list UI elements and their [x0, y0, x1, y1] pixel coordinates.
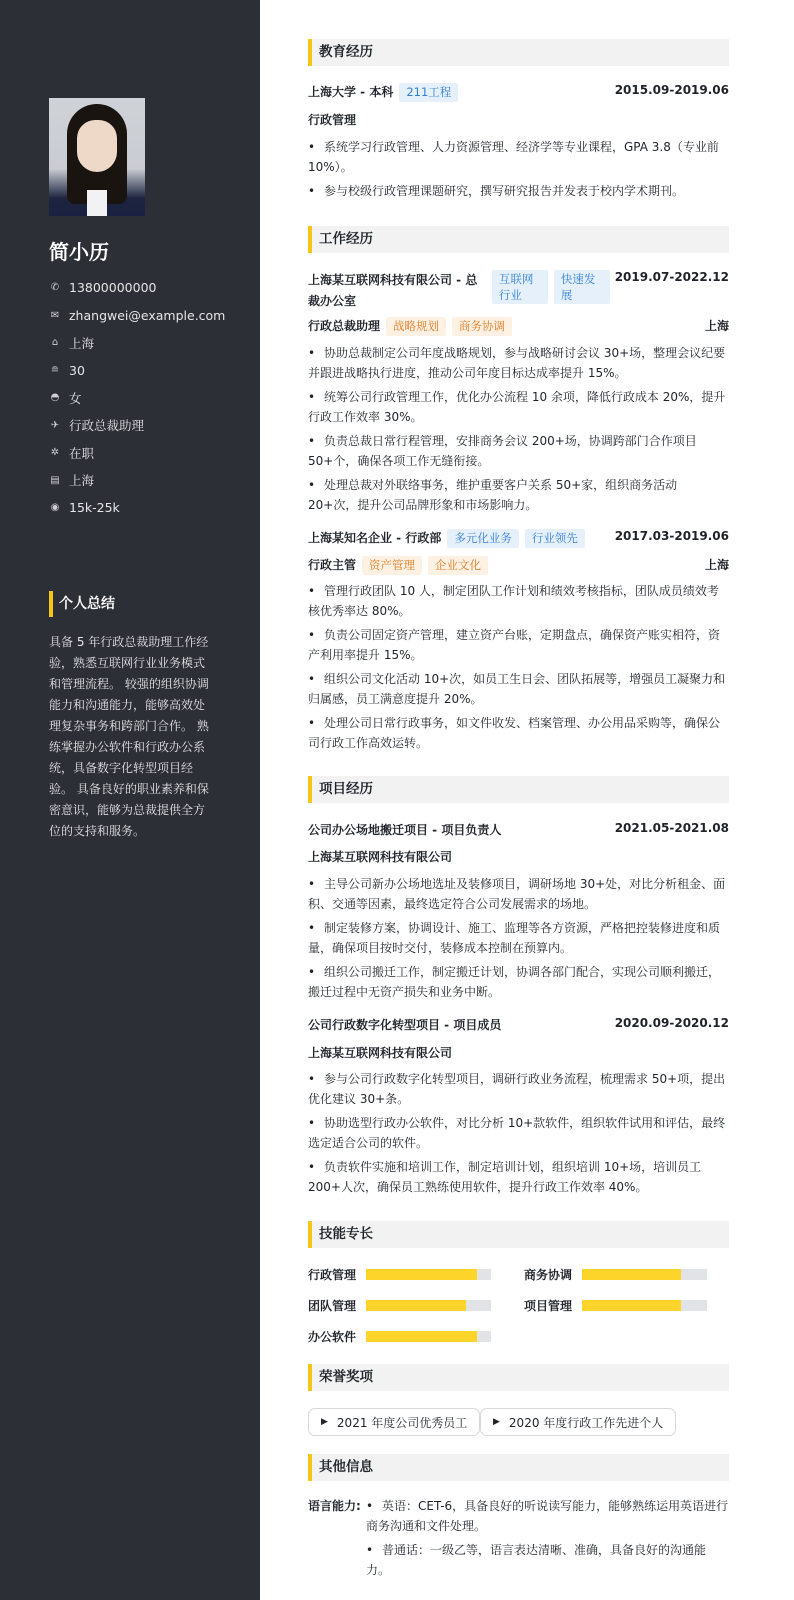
summary-text: 具备 5 年行政总裁助理工作经验，熟悉互联网行业业务模式和管理流程。 较强的组织协调能力和沟通能力，能够高效处理复杂事务和跨部门合作。 熟练掌握办公软件和行政办公系统，具备数字化转型项目经验。 具备良好的职业素养和保密意识，能够为总裁提供全方位的支持和服务。	[49, 635, 209, 838]
project-header	[308, 821, 729, 838]
info-city: ▤ 上海	[50, 473, 95, 489]
skill-bar	[582, 1300, 707, 1311]
status-icon: ✲	[50, 447, 60, 459]
job-date: 2019.07-2022.12	[614, 270, 729, 284]
position-icon: ✈	[50, 419, 60, 431]
phone-icon: ✆	[50, 282, 60, 294]
info-position: ✈ 行政总裁助理	[50, 418, 145, 434]
list-item: • 负责总裁日常行程管理，安排商务会议 200+场，协调跨部门合作项目 50+个，确保各项工作无缝衔接。	[308, 431, 729, 471]
project-company: 上海某互联网科技有限公司	[308, 850, 453, 864]
section-education-heading: 教育经历	[308, 39, 729, 66]
mail-icon: ✉	[50, 309, 60, 321]
summary-heading: 个人总结	[49, 591, 115, 617]
list-item: • 管理行政团队 10 人，制定团队工作计划和绩效考核指标，团队成员绩效考核优秀率达 80%。	[308, 581, 729, 621]
award-item: ▶ 2021 年度公司优秀员工	[308, 1408, 480, 1436]
section-projects-heading: 项目经历	[308, 776, 729, 803]
job-city: 上海	[704, 319, 729, 333]
job-bullets	[308, 581, 729, 757]
home-icon: ⌂	[51, 337, 59, 349]
company-tag: 互联网行业	[492, 270, 548, 304]
avatar-photo	[49, 98, 145, 216]
project-date: 2020.09-2020.12	[614, 1016, 729, 1030]
info-phone: ✆ 13800000000	[50, 280, 157, 296]
job-role-row	[308, 317, 729, 336]
city-icon: ▤	[50, 474, 60, 486]
list-item: • 参与公司行政数字化转型项目，调研行政业务流程，梳理需求 50+项，提出优化建议 30+条。	[308, 1069, 729, 1109]
company-tag: 快速发展	[554, 270, 610, 304]
job-bullets	[308, 343, 729, 519]
section-work-heading: 工作经历	[308, 226, 729, 253]
skill-item: 商务协调	[524, 1266, 707, 1283]
skill-item: 办公软件	[308, 1328, 491, 1345]
salary-icon: ◉	[50, 502, 60, 514]
skill-bar	[366, 1300, 491, 1311]
job-header	[308, 270, 729, 312]
skill-item: 行政管理	[308, 1266, 491, 1283]
skill-item: 团队管理	[308, 1297, 491, 1314]
list-item: • 负责公司固定资产管理，建立资产台账，定期盘点，确保资产账实相符，资产利用率提升 15%。	[308, 625, 729, 665]
skill-item: 项目管理	[524, 1297, 707, 1314]
language-label: 语言能力:	[308, 1499, 361, 1513]
project-date: 2021.05-2021.08	[614, 821, 729, 835]
company-name: 上海某互联网科技有限公司 - 总裁办公室	[308, 273, 478, 308]
role-tag: 商务协调	[452, 317, 512, 336]
section-awards-heading: 荣誉奖项	[308, 1364, 729, 1391]
list-item: • 制定装修方案，协调设计、施工、监理等各方资源，严格把控装修进度和质量，确保项目按时交付，装修成本控制在预算内。	[308, 918, 729, 958]
info-gender: ◓ 女	[50, 390, 82, 406]
skill-bar	[582, 1269, 707, 1280]
info-status: ✲ 在职	[50, 445, 95, 461]
role-tag: 企业文化	[428, 556, 488, 575]
gender-icon: ◓	[50, 392, 60, 404]
company-name: 上海某知名企业 - 行政部	[308, 531, 442, 545]
list-item: • 组织公司搬迁工作，制定搬迁计划，协调各部门配合，实现公司顺利搬迁，搬迁过程中无资产损失和业务中断。	[308, 962, 729, 1002]
list-item: • 主导公司新办公场地选址及装修项目，调研场地 30+处，对比分析租金、面积、交通等因素，最终选定符合公司发展需求的场地。	[308, 874, 729, 914]
role-tag: 资产管理	[362, 556, 422, 575]
list-item: • 普通话：一级乙等，语言表达清晰、准确，具备良好的沟通能力。	[366, 1543, 707, 1577]
project-name: 公司办公场地搬迁项目 - 项目负责人	[308, 823, 502, 837]
sidebar	[0, 0, 260, 1600]
triangle-icon: ▶	[321, 1417, 328, 1427]
list-item: • 协助总裁制定公司年度战略规划，参与战略研讨会议 30+场，整理会议纪要并跟进战略执行进度，推动公司年度目标达成率提升 15%。	[308, 343, 729, 383]
company-tag: 行业领先	[525, 529, 585, 548]
triangle-icon: ▶	[493, 1417, 500, 1427]
info-location: ⌂ 上海	[49, 329, 225, 357]
list-item: • 英语：CET-6，具备良好的听说读写能力，能够熟练运用英语进行商务沟通和文件处理。	[366, 1499, 729, 1533]
project-bullets	[308, 874, 729, 1006]
project-bullets	[308, 1069, 729, 1201]
project-header	[308, 1016, 729, 1033]
role-tag: 战略规划	[386, 317, 446, 336]
candidate-name: 简小历	[49, 240, 109, 264]
section-other-heading: 其他信息	[308, 1454, 729, 1481]
job-role: 行政主管	[308, 558, 357, 572]
school-tag: 211工程	[399, 83, 458, 102]
language-bullets	[366, 1496, 729, 1580]
job-date: 2017.03-2019.06	[614, 529, 729, 543]
age-icon: ≘	[50, 364, 60, 376]
project-company: 上海某互联网科技有限公司	[308, 1046, 453, 1060]
list-item: • 协助选型行政办公软件，对比分析 10+款软件，组织软件试用和评估，最终选定适合公司的软件。	[308, 1113, 729, 1153]
list-item: • 系统学习行政管理、人力资源管理、经济学等专业课程，GPA 3.8（专业前 10%）。	[308, 137, 729, 177]
award-item: ▶ 2020 年度行政工作先进个人	[480, 1408, 676, 1436]
list-item: • 统筹公司行政管理工作，优化办公流程 10 余项，降低行政成本 20%，提升行政工作效率 30%。	[308, 387, 729, 427]
school-name: 上海大学 - 本科	[308, 85, 394, 99]
skill-bar	[366, 1331, 491, 1342]
education-header	[308, 83, 729, 102]
info-age: ≘ 30	[50, 362, 85, 378]
list-item: • 负责软件实施和培训工作，制定培训计划，组织培训 10+场，培训员工 200+人次，确保员工熟练使用软件，提升行政工作效率 40%。	[308, 1157, 729, 1197]
major: 行政管理	[308, 113, 357, 127]
list-item: • 处理公司日常行政事务，如文件收发、档案管理、办公用品采购等，确保公司行政工作高效运转。	[308, 713, 729, 753]
education-bullets	[308, 137, 729, 205]
skill-bar	[366, 1269, 491, 1280]
section-skills-heading: 技能专长	[308, 1221, 729, 1248]
job-header	[308, 529, 729, 548]
job-role: 行政总裁助理	[308, 319, 381, 333]
job-city: 上海	[704, 558, 729, 572]
list-item: • 组织公司文化活动 10+次，如员工生日会、团队拓展等，增强员工凝聚力和归属感，员工满意度提升 20%。	[308, 669, 729, 709]
job-role-row	[308, 556, 729, 575]
list-item: • 参与校级行政管理课题研究，撰写研究报告并发表于校内学术期刊。	[308, 181, 729, 201]
project-name: 公司行政数字化转型项目 - 项目成员	[308, 1018, 502, 1032]
info-salary: ◉ 15k-25k	[50, 500, 120, 516]
education-date: 2015.09-2019.06	[614, 83, 729, 97]
list-item: • 处理总裁对外联络事务，维护重要客户关系 50+家，组织商务活动 20+次，提升公司品牌形象和市场影响力。	[308, 475, 729, 515]
contact-info-list	[49, 274, 225, 522]
info-email: ✉ zhangwei@example.com	[50, 307, 226, 323]
company-tag: 多元化业务	[447, 529, 519, 548]
language-row	[308, 1496, 729, 1580]
